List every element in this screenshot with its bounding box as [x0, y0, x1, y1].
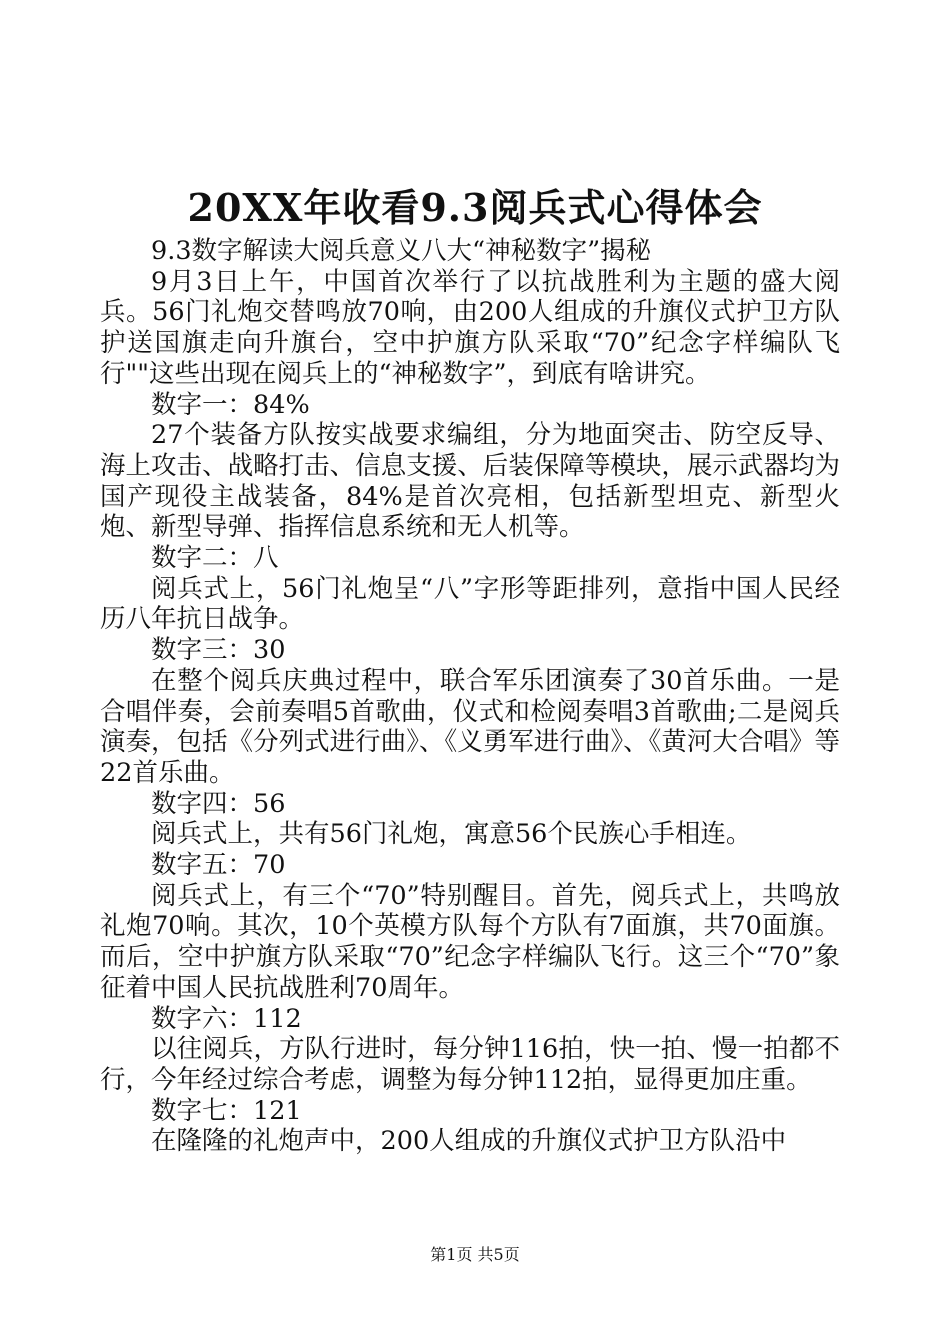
paragraph-5: 阅兵式上，有三个“70”特别醒目。首先，阅兵式上，共鸣放礼炮70响。其次，10个英模方队每个方队有7面旗，共70面旗。而后，空中护旗方队采取“70”纪念字样编队飞行。这三个“70”象征着中国人民抗战胜利70周年。 — [100, 880, 840, 1003]
paragraph-1: 27个装备方队按实战要求编组，分为地面突击、防空反导、海上攻击、战略打击、信息支援、后装保障等模块，展示武器均为国产现役主战装备，84%是首次亮相，包括新型坦克、新型火炮、新型导弹、指挥信息系统和无人机等。 — [100, 420, 840, 543]
paragraph-2: 阅兵式上，56门礼炮呈“八”字形等距排列，意指中国人民经历八年抗日战争。 — [100, 573, 840, 635]
section-heading-6: 数字六：112 — [151, 1003, 302, 1034]
document-body — [100, 236, 840, 1157]
section-heading-2: 数字二：八 — [151, 543, 279, 574]
paragraph-3: 在整个阅兵庆典过程中，联合军乐团演奏了30首乐曲。一是合唱伴奏，会前奏唱5首歌曲，仪式和检阅奏唱3首歌曲;二是阅兵演奏，包括《分列式进行曲》、《义勇军进行曲》、《黄河大合唱》等22首乐曲。 — [100, 665, 840, 788]
section-heading-1: 数字一：84% — [151, 389, 310, 420]
document-title: 20XX年收看9.3阅兵式心得体会 — [187, 185, 763, 230]
paragraph-4: 阅兵式上，共有56门礼炮，寓意56个民族心手相连。 — [151, 819, 752, 850]
paragraph-6: 以往阅兵，方队行进时，每分钟116拍，快一拍、慢一拍都不行，今年经过综合考虑，调整为每分钟112拍，显得更加庄重。 — [100, 1034, 840, 1095]
paragraph-subtitle: 9.3数字解读大阅兵意义八大“神秘数字”揭秘 — [151, 236, 652, 266]
paragraph-intro: 9月3日上午，中国首次举行了以抗战胜利为主题的盛大阅兵。56门礼炮交替鸣放70响，由200人组成的升旗仪式护卫方队护送国旗走向升旗台，空中护旗方队采取“70”纪念字样编队飞行""这些出现在阅兵上的“神秘数字”，到底有啥讲究。 — [100, 266, 840, 389]
paragraph-7: 在隆隆的礼炮声中，200人组成的升旗仪式护卫方队沿中 — [151, 1126, 787, 1157]
section-heading-7: 数字七：121 — [151, 1095, 302, 1126]
section-heading-3: 数字三：30 — [151, 635, 286, 666]
page-footer: 第1页 共5页 — [430, 1245, 520, 1264]
section-heading-5: 数字五：70 — [151, 850, 286, 881]
section-heading-4: 数字四：56 — [151, 788, 286, 819]
